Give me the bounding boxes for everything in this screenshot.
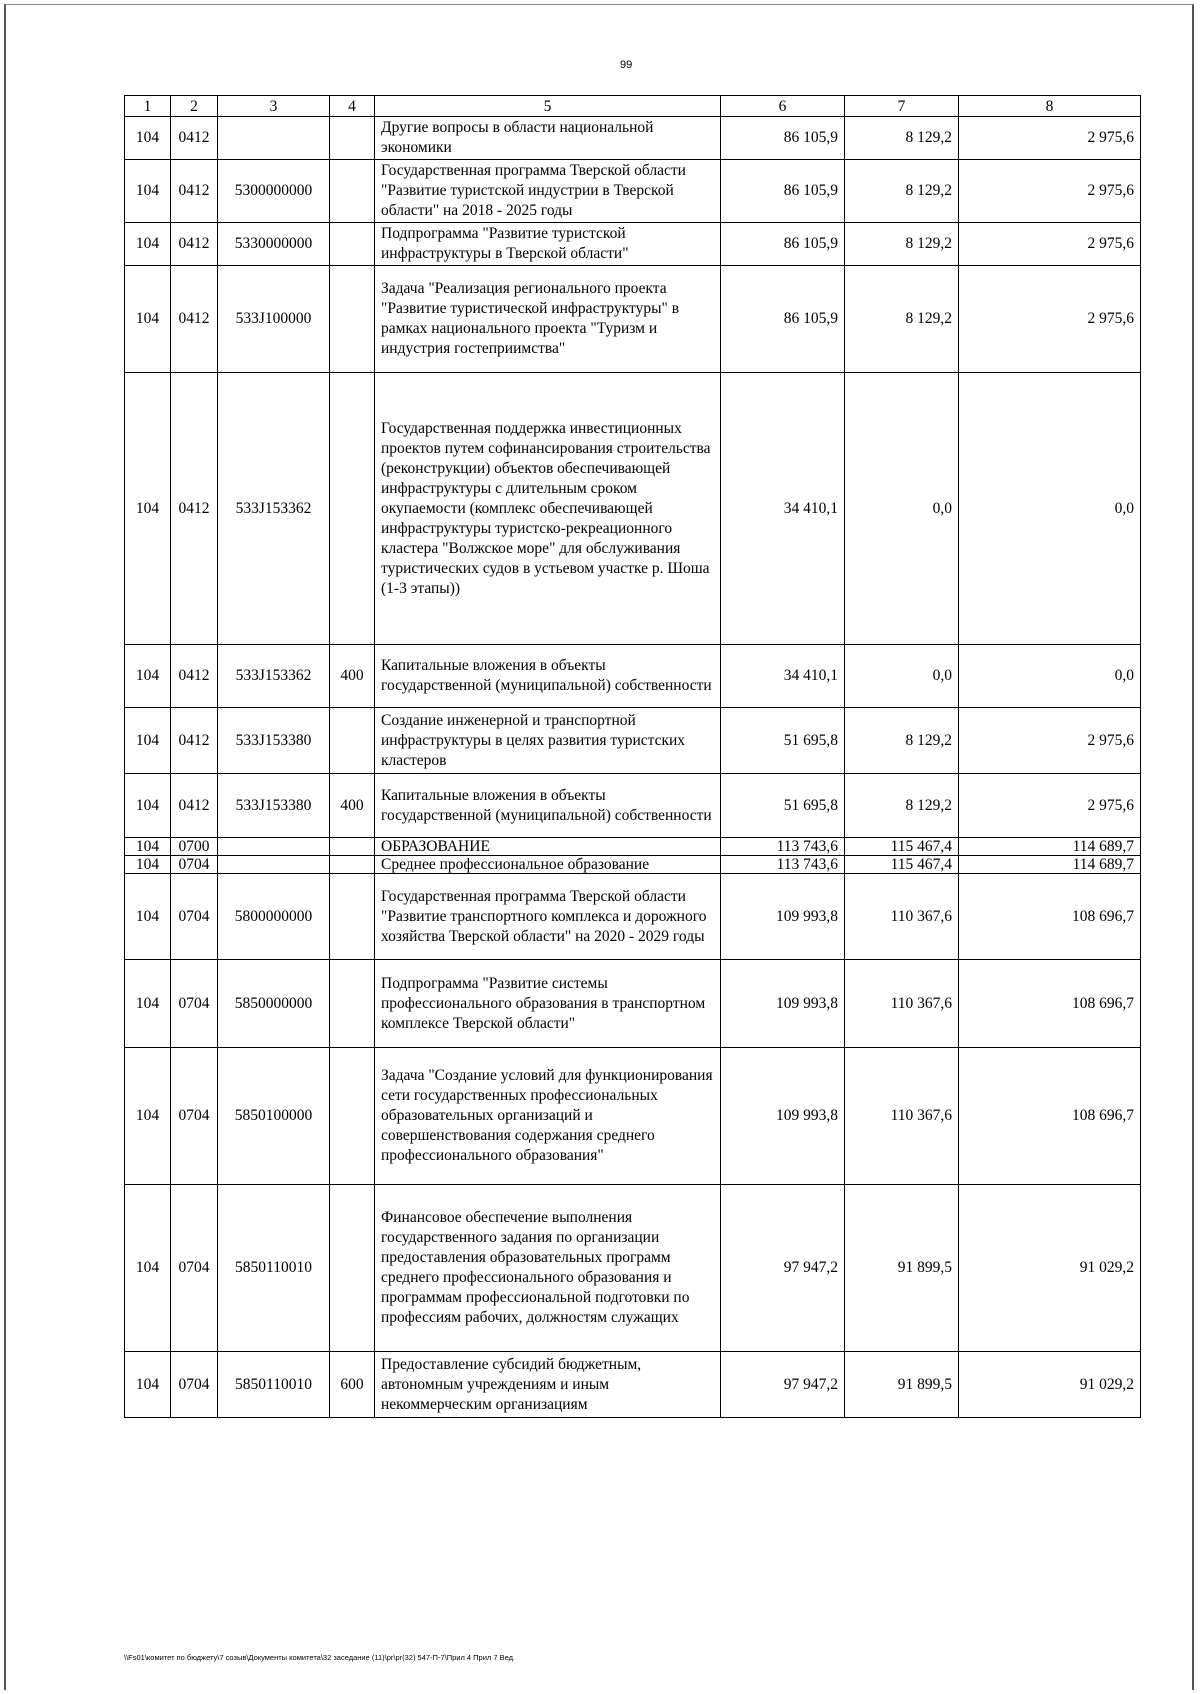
- amount-col8: 108 696,7: [959, 874, 1141, 960]
- target-article: 5850110010: [218, 1352, 330, 1418]
- header-cell: 7: [845, 96, 959, 117]
- ministry-code: 104: [125, 373, 171, 645]
- section-code: 0412: [171, 708, 218, 774]
- header-cell: 4: [330, 96, 375, 117]
- amount-col7: 91 899,5: [845, 1352, 959, 1418]
- ministry-code: 104: [125, 266, 171, 373]
- amount-col7: 8 129,2: [845, 266, 959, 373]
- row-description: Государственная программа Тверской области "Развитие транспортного комплекса и дорожного хозяйства Тверской области" на 2020 - 2029 годы: [375, 874, 721, 960]
- amount-col8: 91 029,2: [959, 1185, 1141, 1352]
- section-code: 0412: [171, 266, 218, 373]
- amount-col7: 0,0: [845, 373, 959, 645]
- table-row: [125, 1048, 1141, 1185]
- amount-col8: 2 975,6: [959, 774, 1141, 838]
- amount-col6: 86 105,9: [721, 160, 845, 223]
- section-code: 0704: [171, 1048, 218, 1185]
- header-cell: 2: [171, 96, 218, 117]
- section-code: 0704: [171, 960, 218, 1048]
- expense-type: [330, 117, 375, 160]
- amount-col6: 109 993,8: [721, 874, 845, 960]
- amount-col8: 0,0: [959, 645, 1141, 708]
- row-description: Государственная поддержка инвестиционных проектов путем софинансирования строительства (реконструкции) объектов обеспечивающей инфраструктуры с длительным сроком окупаемости (комплекс обеспечивающей инфраструктуры туристско-рекреационного кластера "Волжское море" для обслуживания туристических судов в устьевом участке р. Шоша (1-3 этапы)): [375, 373, 721, 645]
- budget-table: [124, 95, 1141, 1418]
- expense-type: 600: [330, 1352, 375, 1418]
- amount-col6: 97 947,2: [721, 1185, 845, 1352]
- amount-col7: 0,0: [845, 645, 959, 708]
- amount-col7: 115 467,4: [845, 856, 959, 874]
- header-cell: 1: [125, 96, 171, 117]
- amount-col6: 113 743,6: [721, 856, 845, 874]
- amount-col6: 51 695,8: [721, 708, 845, 774]
- row-description: Создание инженерной и транспортной инфраструктуры в целях развития туристских кластеров: [375, 708, 721, 774]
- amount-col8: 114 689,7: [959, 856, 1141, 874]
- page-number: 99: [620, 59, 633, 71]
- table-row: [125, 774, 1141, 838]
- section-code: 0412: [171, 373, 218, 645]
- ministry-code: 104: [125, 1048, 171, 1185]
- row-description: ОБРАЗОВАНИЕ: [375, 838, 721, 856]
- expense-type: 400: [330, 774, 375, 838]
- amount-col8: 108 696,7: [959, 960, 1141, 1048]
- section-code: 0412: [171, 645, 218, 708]
- ministry-code: 104: [125, 117, 171, 160]
- table-row: [125, 160, 1141, 223]
- amount-col6: 86 105,9: [721, 117, 845, 160]
- table-row: [125, 960, 1141, 1048]
- ministry-code: 104: [125, 838, 171, 856]
- table-row: [125, 645, 1141, 708]
- amount-col8: 2 975,6: [959, 223, 1141, 266]
- table-row: [125, 266, 1141, 373]
- target-article: 5850110010: [218, 1185, 330, 1352]
- table-row: [125, 223, 1141, 266]
- amount-col6: 34 410,1: [721, 373, 845, 645]
- target-article: 5850100000: [218, 1048, 330, 1185]
- expense-type: [330, 1048, 375, 1185]
- target-article: 533J153380: [218, 774, 330, 838]
- target-article: [218, 838, 330, 856]
- target-article: 533J153362: [218, 645, 330, 708]
- row-description: Государственная программа Тверской области "Развитие туристской индустрии в Тверской области" на 2018 - 2025 годы: [375, 160, 721, 223]
- ministry-code: 104: [125, 774, 171, 838]
- section-code: 0412: [171, 160, 218, 223]
- amount-col7: 8 129,2: [845, 774, 959, 838]
- header-cell: 5: [375, 96, 721, 117]
- target-article: 533J153380: [218, 708, 330, 774]
- section-code: 0412: [171, 223, 218, 266]
- amount-col8: 0,0: [959, 373, 1141, 645]
- amount-col8: 2 975,6: [959, 160, 1141, 223]
- ministry-code: 104: [125, 223, 171, 266]
- expense-type: [330, 266, 375, 373]
- ministry-code: 104: [125, 960, 171, 1048]
- target-article: 533J100000: [218, 266, 330, 373]
- amount-col6: 86 105,9: [721, 223, 845, 266]
- amount-col8: 2 975,6: [959, 708, 1141, 774]
- section-code: 0704: [171, 874, 218, 960]
- amount-col7: 110 367,6: [845, 960, 959, 1048]
- header-row: [125, 96, 1141, 117]
- target-article: 533J153362: [218, 373, 330, 645]
- row-description: Другие вопросы в области национальной экономики: [375, 117, 721, 160]
- row-description: Подпрограмма "Развитие системы профессионального образования в транспортном комплексе Тверской области": [375, 960, 721, 1048]
- header-cell: 6: [721, 96, 845, 117]
- row-description: Задача "Реализация регионального проекта "Развитие туристической инфраструктуры" в рамках национального проекта "Туризм и индустрия гостеприимства": [375, 266, 721, 373]
- row-description: Капитальные вложения в объекты государственной (муниципальной) собственности: [375, 645, 721, 708]
- expense-type: [330, 1185, 375, 1352]
- amount-col7: 8 129,2: [845, 708, 959, 774]
- target-article: 5850000000: [218, 960, 330, 1048]
- amount-col8: 108 696,7: [959, 1048, 1141, 1185]
- ministry-code: 104: [125, 645, 171, 708]
- amount-col8: 91 029,2: [959, 1352, 1141, 1418]
- section-code: 0704: [171, 1185, 218, 1352]
- target-article: [218, 856, 330, 874]
- table-row: [125, 874, 1141, 960]
- amount-col7: 115 467,4: [845, 838, 959, 856]
- row-description: Задача "Создание условий для функционирования сети государственных профессиональных образовательных организаций и совершенствования содержания среднего профессионального образования": [375, 1048, 721, 1185]
- footer-file-path: \\Fs01\комитет по бюджету\7 созыв\Документы комитета\32 заседание (11)\pr\pr(32) 547-П-7\Прил 4 Прил 7 Вед.: [124, 1653, 516, 1662]
- ministry-code: 104: [125, 160, 171, 223]
- expense-type: [330, 960, 375, 1048]
- amount-col8: 2 975,6: [959, 117, 1141, 160]
- expense-type: [330, 856, 375, 874]
- expense-type: [330, 223, 375, 266]
- ministry-code: 104: [125, 708, 171, 774]
- amount-col8: 2 975,6: [959, 266, 1141, 373]
- target-article: 5330000000: [218, 223, 330, 266]
- amount-col7: 110 367,6: [845, 874, 959, 960]
- section-code: 0704: [171, 856, 218, 874]
- amount-col6: 34 410,1: [721, 645, 845, 708]
- amount-col6: 109 993,8: [721, 1048, 845, 1185]
- table-row: [125, 708, 1141, 774]
- target-article: [218, 117, 330, 160]
- table-row: [125, 373, 1141, 645]
- target-article: 5800000000: [218, 874, 330, 960]
- amount-col7: 8 129,2: [845, 223, 959, 266]
- ministry-code: 104: [125, 1352, 171, 1418]
- header-cell: 8: [959, 96, 1141, 117]
- ministry-code: 104: [125, 856, 171, 874]
- table-row: [125, 838, 1141, 856]
- section-code: 0412: [171, 117, 218, 160]
- table-row: [125, 117, 1141, 160]
- section-code: 0412: [171, 774, 218, 838]
- table-row: [125, 856, 1141, 874]
- table-row: [125, 1352, 1141, 1418]
- expense-type: [330, 874, 375, 960]
- ministry-code: 104: [125, 1185, 171, 1352]
- target-article: 5300000000: [218, 160, 330, 223]
- header-cell: 3: [218, 96, 330, 117]
- ministry-code: 104: [125, 874, 171, 960]
- amount-col6: 97 947,2: [721, 1352, 845, 1418]
- section-code: 0704: [171, 1352, 218, 1418]
- row-description: Капитальные вложения в объекты государственной (муниципальной) собственности: [375, 774, 721, 838]
- amount-col8: 114 689,7: [959, 838, 1141, 856]
- expense-type: [330, 708, 375, 774]
- amount-col6: 51 695,8: [721, 774, 845, 838]
- table-row: [125, 1185, 1141, 1352]
- amount-col7: 8 129,2: [845, 160, 959, 223]
- expense-type: [330, 160, 375, 223]
- row-description: Финансовое обеспечение выполнения государственного задания по организации предоставления образовательных программ среднего профессионального образования и программам профессиональной подготовки по профессиям рабочих, должностям служащих: [375, 1185, 721, 1352]
- expense-type: [330, 373, 375, 645]
- amount-col7: 110 367,6: [845, 1048, 959, 1185]
- amount-col6: 86 105,9: [721, 266, 845, 373]
- section-code: 0700: [171, 838, 218, 856]
- amount-col7: 91 899,5: [845, 1185, 959, 1352]
- expense-type: [330, 838, 375, 856]
- row-description: Предоставление субсидий бюджетным, автономным учреждениям и иным некоммерческим организациям: [375, 1352, 721, 1418]
- expense-type: 400: [330, 645, 375, 708]
- amount-col6: 113 743,6: [721, 838, 845, 856]
- row-description: Подпрограмма "Развитие туристской инфраструктуры в Тверской области": [375, 223, 721, 266]
- amount-col7: 8 129,2: [845, 117, 959, 160]
- amount-col6: 109 993,8: [721, 960, 845, 1048]
- row-description: Среднее профессиональное образование: [375, 856, 721, 874]
